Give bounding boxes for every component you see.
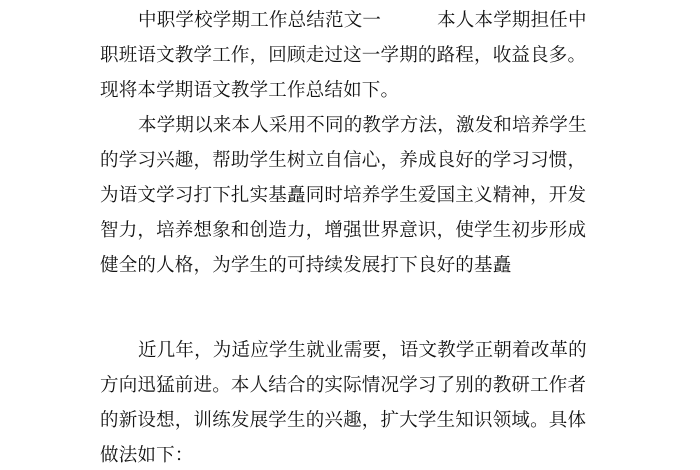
paragraph-line: 现将本学期语文教学工作总结如下。 [100, 80, 400, 101]
intro-text: 本人本学期担任中 [437, 10, 587, 31]
paragraph-line: 职班语文教学工作，回顾走过这一学期的路程，收益良多。 [100, 45, 587, 66]
paragraph-line: 方向迅猛前进。本人结合的实际情况学习了别的教研工作者 [100, 375, 587, 396]
paragraph-line: 健全的人格，为学生的可持续发展打下良好的基矗 [100, 255, 512, 276]
paragraph-line: 智力，培养想象和创造力，增强世界意识，使学生初步形成 [100, 220, 587, 241]
paragraph-line: 为语文学习打下扎实基矗同时培养学生爱国主义精神，开发 [100, 185, 587, 206]
paragraph-line: 的新设想，训练发展学生的兴趣，扩大学生知识领域。具体 [100, 410, 587, 431]
document-title: 中职学校学期工作总结范文一 [138, 10, 382, 31]
title-line [138, 9, 587, 33]
paragraph-line: 做法如下： [100, 445, 194, 466]
paragraph-line: 的学习兴趣，帮助学生树立自信心，养成良好的学习习惯， [100, 150, 587, 171]
paragraph-line: 近几年，为适应学生就业需要，语文教学正朝着改革的 [138, 340, 587, 361]
paragraph-line: 本学期以来本人采用不同的教学方法，激发和培养学生 [138, 115, 587, 136]
